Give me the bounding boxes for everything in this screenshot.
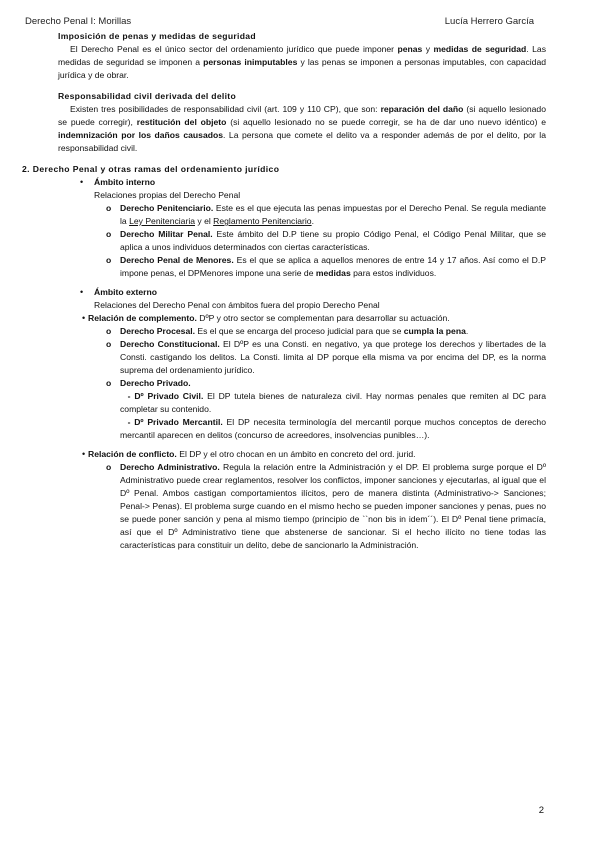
page-number: 2 <box>538 805 544 816</box>
responsabilidad-heading: Responsabilidad civil derivada del delito <box>58 91 237 101</box>
list-item-constitucional: o Derecho Constitucional. El DºP es una Consti. en negativo, ya que protege los derechos y libertades de la Consti. castigando los delitos. La Consti. limita al DP porque ella misma va por encima del DP, es la norma suprema del ordenamiento jurídico. <box>106 339 546 375</box>
list-item-menores: o Derecho Penal de Menores. Es el que se aplica a aquellos menores de entre 14 y 17 años. Así como el D.P impone penas, el DPMenores impone una serie de medidas para estos individuos. <box>106 255 546 278</box>
circle-bullet-icon: o <box>106 462 112 472</box>
circle-bullet-icon: o <box>106 229 112 239</box>
circle-bullet-icon: o <box>106 326 112 336</box>
circle-bullet-icon: o <box>106 203 112 213</box>
circle-bullet-icon: o <box>106 255 112 265</box>
circle-bullet-icon: o <box>106 378 112 388</box>
ambito-interno-heading: • Ámbito interno <box>80 177 156 187</box>
ambito-externo-heading: • Ámbito externo <box>80 287 158 297</box>
list-item-procesal: o Derecho Procesal. Es el que se encarga del proceso judicial para que se cumpla la pena. <box>106 326 469 336</box>
ambito-externo-intro: Relaciones del Derecho Penal con ámbitos fuera del propio Derecho Penal <box>94 300 380 310</box>
relacion-complemento: • Relación de complemento. DºP y otro sector se complementan para desarrollar su actuación. <box>82 313 450 323</box>
bullet-icon: • <box>80 287 84 297</box>
ambito-interno-intro: Relaciones propias del Derecho Penal <box>94 190 241 200</box>
header-right: Lucía Herrero García <box>444 16 534 27</box>
header-left: Derecho Penal I: Morillas <box>25 16 132 27</box>
bullet-icon: • <box>82 449 86 459</box>
relacion-conflicto: • Relación de conflicto. El DP y el otro chocan en un ámbito en concreto del ord. jurid. <box>82 449 416 459</box>
list-item-administrativo: o Derecho Administrativo. Regula la relación entre la Administración y el DP. El problema surge porque el Dº Administrativo puede crear reglamentos, resolver los conflictos, imponer sanciones y ejecutarlas, al igual que el Dº Penal. Ambos castigan comportamientos ilícitos, pero de manera distinta (Administrativo-> Sanciones; Penal-> Penas). El problema surge cuando en el mismo hecho se pueden imponer sanciones y penas, pues no se puede poner sanción y pena al mismo tiempo (principio de ``non bis in idem´´). El Dº Penal tiene primacía, así que el Dº Administrativo tiene que abstenerse de sancionar. Si el hecho ilícito no tiene todas las características para constituir un delito, debe de sancionarlo la Administración. <box>106 462 546 550</box>
list-item-militar: o Derecho Militar Penal. Este ámbito del D.P tiene su propio Código Penal, el Código Penal Militar, que se aplica a unos individuos determinados con ciertas características. <box>106 229 546 252</box>
imposicion-paragraph: El Derecho Penal es el único sector del ordenamiento jurídico que puede imponer penas y medidas de seguridad. Las medidas de seguridad se imponen a personas inimputables y las penas se imponen a personas imputables, con capacidad jurídica y de obrar. <box>58 44 546 80</box>
list-item-privado: o Derecho Privado. <box>106 378 191 388</box>
circle-bullet-icon: o <box>106 339 112 349</box>
sub-item-mercantil: - Dº Privado Mercantil. El DP necesita terminología del mercantil porque muchos conceptos de derecho mercantil aparecen en delitos (concurso de acreedores, insolvencias punibles…). <box>120 417 546 440</box>
bullet-icon: • <box>80 177 84 187</box>
section-2-heading: 2. Derecho Penal y otras ramas del ordenamiento jurídico <box>22 164 280 174</box>
sub-item-civil: - Dº Privado Civil. El DP tutela bienes de naturaleza civil. Hay normas penales que remiten al DC para completar su contenido. <box>120 391 547 414</box>
page-content <box>22 30 547 552</box>
bullet-icon: • <box>82 313 86 323</box>
imposicion-heading: Imposición de penas y medidas de seguridad <box>58 31 256 41</box>
responsabilidad-paragraph: Existen tres posibilidades de responsabilidad civil (art. 109 y 110 CP), que son: reparación del daño (si aquello lesionado se puede corregir), restitución del objeto (si aquello lesionado no se puede corregir, se ha de dar uno nuevo idéntico) e indemnización por los daños causados. La persona que comete el delito va a responder además de por el delito, por la responsabilidad civil. <box>58 104 546 153</box>
list-item-penitenciario: o Derecho Penitenciario. Este es el que ejecuta las penas impuestas por el Derecho Penal. Se regula mediante la Ley Penitenciaria y el Reglamento Penitenciario. <box>106 203 546 226</box>
